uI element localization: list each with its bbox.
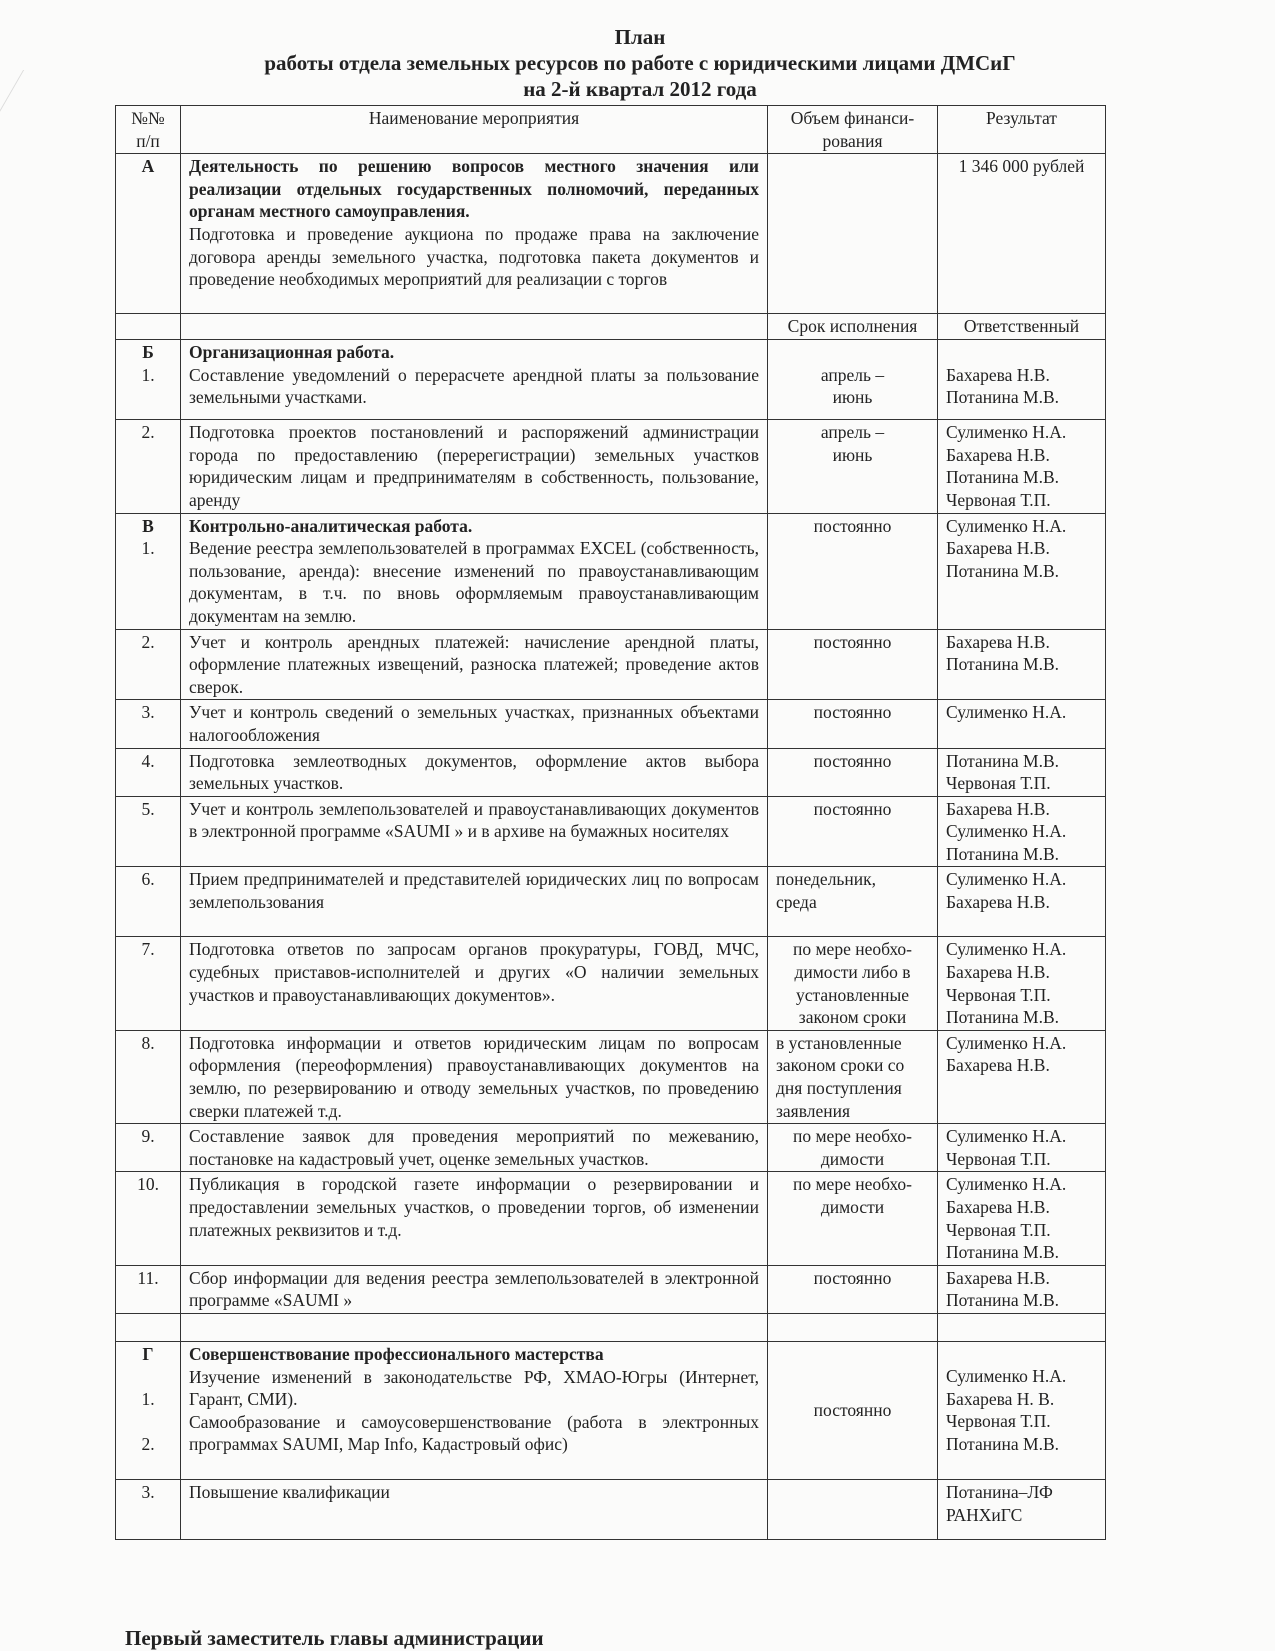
header-num-line: п/п (136, 130, 160, 151)
row-text: Повышение квалификации (181, 1479, 768, 1539)
row-number-line: 5. (141, 798, 155, 819)
row-term (768, 796, 938, 867)
row-term (768, 629, 938, 700)
row-text: Публикация в городской газете информации о резервировании и предоставлении земельных участков, о проведении торгов, об изменении платежных реквизитов и т.д. (189, 1174, 759, 1240)
row-term-line: в установленные (776, 1032, 902, 1053)
header-result: Результат (938, 106, 1106, 154)
section-g-item-2: Самообразование и самоусовершенствование (работа в электронных программах SAUMI, Map Info, Кадастровый офис) (189, 1411, 759, 1455)
section-a-text: Подготовка и проведение аукциона по продаже права на заключение договора аренды земельного участка, подготовка пакета документов и проведение необходимых мероприятий для реализации с торгов (189, 223, 759, 290)
section-g-row (116, 1341, 1106, 1479)
row-responsible (938, 1479, 1106, 1539)
responsible-person: Потанина М.В. (946, 387, 1060, 408)
row-term (768, 700, 938, 748)
responsible-person: Червоная Т.П. (946, 773, 1051, 794)
header-financing-line: рования (822, 130, 883, 151)
row-number: 3. (116, 1479, 181, 1539)
responsible-person: Бахарева Н.В. (946, 631, 1050, 652)
row-number-line: 10. (137, 1174, 159, 1195)
row-term-line: дня поступления (776, 1078, 902, 1099)
responsible-person: Бахарева Н.В. (946, 1197, 1050, 1217)
row-term-line: димости (820, 1197, 885, 1217)
row-heading: Организационная работа. (189, 342, 395, 363)
table-row (116, 1265, 1106, 1313)
row-term (768, 1265, 938, 1313)
row-term-line: по мере необхо- (792, 1126, 912, 1147)
section-g-num-line (124, 1411, 172, 1434)
row-term-line: постоянно (813, 702, 892, 723)
section-g-responsible (938, 1341, 1106, 1479)
table-row (116, 867, 1106, 937)
section-a-result: 1 346 000 рублей (938, 154, 1106, 314)
title-subject: работы отдела земельных ресурсов по работе с юридическими лицами ДМСиГ (264, 51, 1016, 75)
row-description (181, 340, 768, 420)
row-term-line (776, 341, 929, 364)
table-row (116, 629, 1106, 700)
section-g-num-line (124, 1366, 172, 1389)
section-a-heading: Деятельность по решению вопросов местного значения или реализации отдельных государственных полномочий, переданных органам местного самоуправления. (189, 156, 759, 222)
section-g-num-line: 1. (141, 1389, 155, 1410)
responsible-person: Бахарева Н.В. (946, 444, 1050, 465)
row-responsible (938, 629, 1106, 700)
spacer-cell (181, 1313, 768, 1341)
row-number-line: 2. (141, 422, 155, 443)
row-term-line: апрель – (820, 422, 885, 443)
row-term-line: постоянно (813, 798, 892, 819)
row-text: Учет и контроль арендных платежей: начисление арендной платы, оформление платежных извещений, разноска платежей; проведение актов сверок. (189, 631, 759, 697)
responsible-person: Бахарева Н.В. (946, 962, 1050, 983)
responsible-person (946, 341, 1097, 364)
row-responsible (938, 1030, 1106, 1123)
table-row (116, 700, 1106, 748)
row-description (181, 1124, 768, 1172)
row-term-line: постоянно (813, 750, 892, 771)
row-description (181, 1030, 768, 1123)
row-term-line: по мере необхо- (792, 1174, 912, 1195)
row-responsible (938, 700, 1106, 748)
responsible-person: Потанина М.В. (946, 843, 1060, 864)
row-text: Составление заявок для проведения мероприятий по межеванию, постановке на кадастровый учет, оценке земельных участков. (189, 1126, 759, 1169)
responsible-person: Бахарева Н. В. (946, 1388, 1055, 1409)
responsible-person: Сулименко Н.А. (946, 1174, 1067, 1195)
row-term-line: законом сроки со (776, 1055, 905, 1076)
scan-artifact (0, 70, 54, 150)
section-g-term-text: постоянно (813, 1400, 892, 1421)
table-row (116, 1030, 1106, 1123)
table-row (116, 420, 1106, 513)
row-term-line: понедельник, (776, 869, 877, 890)
responsible-person: Потанина М.В. (946, 750, 1060, 771)
responsible-person: Сулименко Н.А. (946, 1365, 1067, 1386)
section-a-financing (768, 154, 938, 314)
row-term (768, 1124, 938, 1172)
subheader-row (116, 314, 1106, 340)
row-text: Подготовка проектов постановлений и распоряжений администрации города по предоставлению (перерегистрации) земельных участков юридическим лицам и предпринимателям в собственность, пользование, аренду (189, 422, 759, 510)
row-term (768, 513, 938, 629)
row-term (768, 867, 938, 937)
row-description (181, 513, 768, 629)
row-text: Учет и контроль сведений о земельных участках, признанных объектами налогообложения (189, 702, 759, 745)
row-text: Ведение реестра землепользователей в программах EXCEL (собственность, пользование, аренда): внесение изменений по правоустанавливающим документам, в т.ч. по вновь оформляемым правоустанавливающим документам на землю. (189, 538, 759, 626)
row-number (116, 1124, 181, 1172)
responsible-person: Потанина М.В. (946, 654, 1060, 675)
subheader-responsible: Ответственный (938, 314, 1106, 340)
table-row (116, 513, 1106, 629)
row-number-line: Б (142, 342, 154, 363)
responsible-person: Потанина М.В. (946, 560, 1060, 581)
subheader-empty (181, 314, 768, 340)
responsible-person: Потанина М.В. (946, 1242, 1060, 1263)
header-financing-line: Объем финанси- (790, 108, 915, 128)
responsible-person: Бахарева Н.В. (946, 798, 1050, 819)
responsible-person: Сулименко Н.А. (946, 1032, 1067, 1053)
responsible-person: Червоная Т.П. (946, 984, 1051, 1005)
row-number-line: В (142, 515, 154, 536)
responsible-person: Сулименко Н.А. (946, 702, 1067, 723)
row-number-line: 6. (141, 869, 155, 890)
row-number-line: 11. (137, 1267, 159, 1288)
responsible-person: Сулименко Н.А. (946, 515, 1067, 536)
signature-line: Первый заместитель главы администрации (125, 1626, 544, 1650)
row-text: Сбор информации для ведения реестра землепользователей в электронной программе «SAUMI » (189, 1267, 759, 1311)
row-number-line: 9. (141, 1126, 155, 1147)
row-number (116, 748, 181, 796)
plan-table (115, 105, 1106, 1540)
row-number (116, 700, 181, 748)
header-num (116, 106, 181, 154)
row-term-line: установленные (795, 984, 910, 1005)
table-row (116, 748, 1106, 796)
title-plan: План (614, 25, 666, 49)
spacer-cell (938, 1313, 1106, 1341)
responsible-person: Потанина М.В. (946, 1290, 1060, 1311)
row-number-line: 4. (141, 750, 155, 771)
section-g-heading: Совершенствование профессионального мастерства (189, 1343, 604, 1364)
row-number-line: 3. (141, 702, 155, 723)
responsible-person: Сулименко Н.А. (946, 1126, 1067, 1147)
responsible-person: Червоная Т.П. (946, 1219, 1051, 1240)
row-number (116, 1030, 181, 1123)
header-row (116, 106, 1106, 154)
row-text: Подготовка ответов по запросам органов прокуратуры, ГОВД, МЧС, судебных приставов-исполнителей и других «О наличии земельных участков и правоустанавливающих документов». (189, 939, 759, 1005)
row-text: Прием предпринимателей и представителей юридических лиц по вопросам землепользования (189, 869, 759, 913)
section-g-desc (181, 1341, 768, 1479)
spacer-cell (116, 1313, 181, 1341)
table-row (116, 340, 1106, 420)
row-term-line: законом сроки (798, 1007, 907, 1028)
row-term-line: постоянно (813, 631, 892, 652)
row-term-line: июнь (832, 444, 873, 465)
row-description (181, 629, 768, 700)
row-number-line: 1. (141, 538, 155, 559)
table-row (116, 1172, 1106, 1265)
row-term-line: постоянно (813, 515, 892, 536)
row-responsible (938, 1172, 1106, 1265)
responsible-person: Сулименко Н.А. (946, 422, 1067, 443)
responsible-person: Бахарева Н.В. (946, 1055, 1050, 1076)
row-text: Подготовка информации и ответов юридическим лицам по вопросам оформления (переоформления) правоустанавливающих документов на землю, по резервированию и отводу земельных участков, по проведению сверки платежей т.д. (189, 1032, 759, 1121)
subheader-empty (116, 314, 181, 340)
row-description (181, 1265, 768, 1313)
row-number (116, 1172, 181, 1265)
row-term-line: по мере необхо- (792, 939, 912, 960)
row-heading: Контрольно-аналитическая работа. (189, 515, 473, 536)
row-number-line: 2. (141, 631, 155, 652)
responsible-person: Бахарева Н.В. (946, 892, 1050, 913)
row-number (116, 1265, 181, 1313)
responsible-person: Сулименко Н.А. (946, 869, 1067, 890)
responsible-person: Потанина–ЛФ (946, 1481, 1053, 1502)
row-number-line: 7. (141, 939, 155, 960)
row-description (181, 700, 768, 748)
row-description (181, 796, 768, 867)
row-term (768, 1479, 938, 1539)
responsible-person: Червоная Т.П. (946, 489, 1051, 510)
section-g-num-line: 2. (141, 1434, 155, 1455)
header-financing (768, 106, 938, 154)
section-a-row (116, 154, 1106, 314)
header-name: Наименование мероприятия (181, 106, 768, 154)
row-description (181, 1172, 768, 1265)
row-number (116, 420, 181, 513)
row-responsible (938, 796, 1106, 867)
row-responsible (938, 420, 1106, 513)
title-period: на 2-й квартал 2012 года (523, 77, 757, 101)
row-term (768, 420, 938, 513)
responsible-person: Червоная Т.П. (946, 1148, 1051, 1169)
row-term (768, 1030, 938, 1123)
row-text: Составление уведомлений о перерасчете арендной платы за пользование земельными участками. (189, 364, 759, 408)
row-term-line: димости (820, 1148, 885, 1169)
row-responsible (938, 937, 1106, 1030)
section-g-num-line: Г (142, 1343, 154, 1364)
row-text: Учет и контроль землепользователей и правоустанавливающих документов в электронной программе «SAUMI » и в архиве на бумажных носителях (189, 798, 759, 842)
responsible-person: РАНХиГС (946, 1504, 1023, 1525)
section-a-desc (181, 154, 768, 314)
row-term (768, 748, 938, 796)
table-row-last (116, 1479, 1106, 1539)
responsible-person: Сулименко Н.А. (946, 939, 1067, 960)
section-g-num (116, 1341, 181, 1479)
section-a-num: А (116, 154, 181, 314)
row-term-line: димости либо в (794, 962, 911, 983)
responsible-person: Сулименко Н.А. (946, 821, 1067, 842)
row-term-line: среда (776, 892, 817, 913)
row-number (116, 867, 181, 937)
row-number (116, 937, 181, 1030)
row-term (768, 1172, 938, 1265)
responsible-person: Бахарева Н.В. (946, 538, 1050, 559)
row-term-line: апрель – (820, 364, 885, 385)
table-row (116, 796, 1106, 867)
row-term (768, 937, 938, 1030)
row-number-line: 1. (141, 364, 155, 385)
row-number (116, 796, 181, 867)
row-number (116, 340, 181, 420)
row-responsible (938, 340, 1106, 420)
row-description (181, 867, 768, 937)
table-row (116, 1124, 1106, 1172)
section-g-item-1: Изучение изменений в законодательстве РФ, ХМАО-Югры (Интернет, Гарант, СМИ). (189, 1366, 759, 1410)
row-description (181, 420, 768, 513)
row-term-line: заявления (776, 1100, 851, 1121)
spacer-row (116, 1313, 1106, 1341)
responsible-person: Потанина М.В. (946, 467, 1060, 488)
row-term (768, 340, 938, 420)
responsible-person: Бахарева Н.В. (946, 364, 1050, 385)
row-responsible (938, 748, 1106, 796)
section-g-term (768, 1341, 938, 1479)
subheader-term: Срок исполнения (768, 314, 938, 340)
row-number (116, 513, 181, 629)
responsible-person: Потанина М.В. (946, 1007, 1060, 1028)
document-title (115, 24, 1165, 102)
row-responsible (938, 513, 1106, 629)
row-description (181, 937, 768, 1030)
row-term-line: июнь (832, 387, 873, 408)
row-number (116, 629, 181, 700)
responsible-person: Потанина М.В. (946, 1433, 1060, 1454)
responsible-person: Бахарева Н.В. (946, 1267, 1050, 1288)
row-responsible (938, 1124, 1106, 1172)
responsible-person: Червоная Т.П. (946, 1411, 1051, 1432)
row-responsible (938, 1265, 1106, 1313)
table-row (116, 937, 1106, 1030)
row-responsible (938, 867, 1106, 937)
row-term-line: постоянно (813, 1267, 892, 1288)
row-description (181, 748, 768, 796)
header-num-line: №№ (131, 108, 165, 128)
row-text: Подготовка землеотводных документов, оформление актов выбора земельных участков. (189, 750, 759, 794)
row-number-line: 8. (141, 1032, 155, 1053)
spacer-cell (768, 1313, 938, 1341)
